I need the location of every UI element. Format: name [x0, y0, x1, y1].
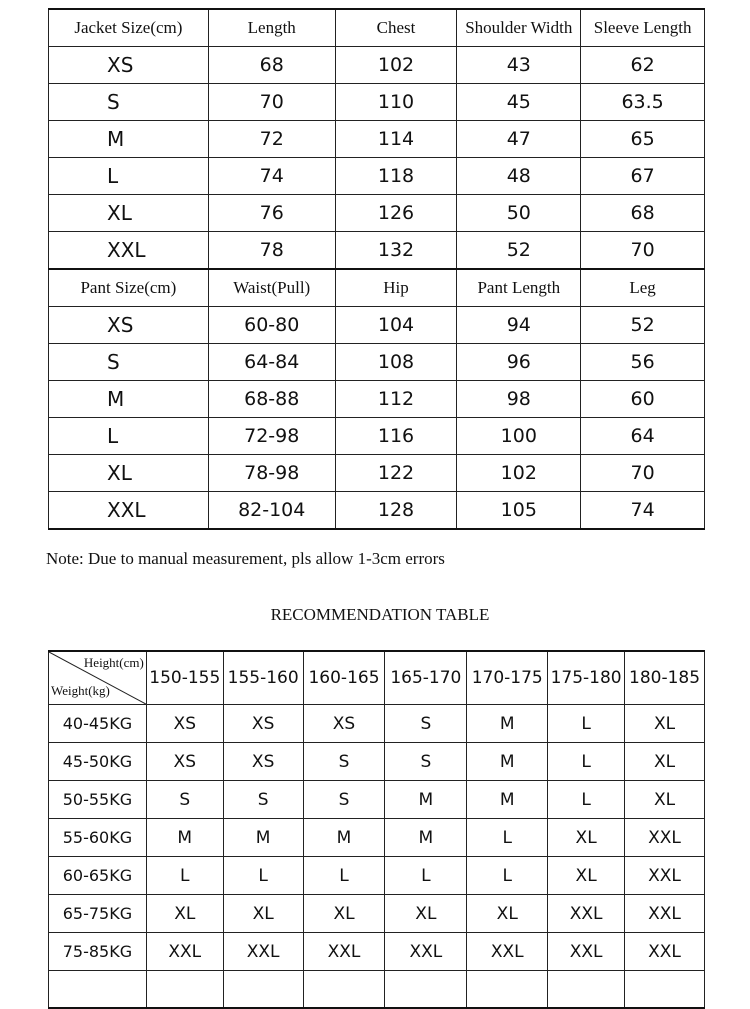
pant-header-cell: Hip	[335, 269, 457, 307]
jacket-row	[49, 158, 705, 195]
jacket-value-cell: 67	[581, 158, 705, 195]
recommended-size-cell: XL	[467, 895, 548, 933]
jacket-size-cell: M	[49, 121, 209, 158]
height-range-header: 180-185	[625, 651, 705, 705]
pant-value-cell: 74	[581, 492, 705, 530]
jacket-value-cell: 47	[457, 121, 581, 158]
jacket-value-cell: 68	[581, 195, 705, 232]
pant-size-cell: XL	[49, 455, 209, 492]
recommendation-table	[48, 650, 705, 1009]
pant-header-cell: Waist(Pull)	[208, 269, 335, 307]
pant-value-cell: 94	[457, 307, 581, 344]
recommended-size-cell: XL	[303, 895, 385, 933]
jacket-header-cell: Sleeve Length	[581, 9, 705, 47]
empty-cell	[146, 971, 223, 1009]
pant-row	[49, 492, 705, 530]
recommended-size-cell: XL	[223, 895, 303, 933]
pant-value-cell: 52	[581, 307, 705, 344]
recommended-size-cell: XXL	[625, 819, 705, 857]
weight-range-cell: 45-50KG	[49, 743, 147, 781]
pant-value-cell: 112	[335, 381, 457, 418]
recommended-size-cell: M	[467, 705, 548, 743]
recommendation-row	[49, 933, 705, 971]
pant-header-cell: Pant Size(cm)	[49, 269, 209, 307]
recommended-size-cell: XS	[303, 705, 385, 743]
jacket-size-cell: XL	[49, 195, 209, 232]
jacket-row	[49, 121, 705, 158]
pant-row	[49, 344, 705, 381]
weight-range-cell: 40-45KG	[49, 705, 147, 743]
recommended-size-cell: L	[303, 857, 385, 895]
recommended-size-cell: XS	[223, 705, 303, 743]
pant-row	[49, 418, 705, 455]
recommended-size-cell: XS	[146, 743, 223, 781]
jacket-value-cell: 50	[457, 195, 581, 232]
recommended-size-cell: M	[223, 819, 303, 857]
jacket-value-cell: 78	[208, 232, 335, 270]
recommended-size-cell: L	[548, 781, 625, 819]
jacket-value-cell: 76	[208, 195, 335, 232]
recommended-size-cell: L	[467, 819, 548, 857]
jacket-value-cell: 118	[335, 158, 457, 195]
weight-range-cell: 65-75KG	[49, 895, 147, 933]
recommended-size-cell: XS	[223, 743, 303, 781]
jacket-header-cell: Jacket Size(cm)	[49, 9, 209, 47]
empty-cell	[467, 971, 548, 1009]
height-range-header: 170-175	[467, 651, 548, 705]
recommended-size-cell: S	[303, 781, 385, 819]
empty-row	[49, 971, 705, 1009]
recommended-size-cell: L	[146, 857, 223, 895]
recommendation-row	[49, 895, 705, 933]
recommended-size-cell: L	[223, 857, 303, 895]
pant-size-cell: S	[49, 344, 209, 381]
recommended-size-cell: M	[467, 743, 548, 781]
recommended-size-cell: S	[223, 781, 303, 819]
jacket-value-cell: 70	[581, 232, 705, 270]
corner-height-label: Height(cm)	[83, 655, 144, 670]
jacket-header-row	[49, 9, 705, 47]
height-range-header: 160-165	[303, 651, 385, 705]
weight-range-cell: 60-65KG	[49, 857, 147, 895]
height-range-header: 155-160	[223, 651, 303, 705]
recommended-size-cell: XXL	[625, 895, 705, 933]
pant-row	[49, 307, 705, 344]
recommended-size-cell: XXL	[385, 933, 467, 971]
empty-cell	[303, 971, 385, 1009]
measurement-note: Note: Due to manual measurement, pls allow 1-3cm errors	[46, 549, 445, 568]
pant-value-cell: 104	[335, 307, 457, 344]
recommended-size-cell: S	[303, 743, 385, 781]
recommendation-row	[49, 857, 705, 895]
jacket-value-cell: 126	[335, 195, 457, 232]
pant-row	[49, 455, 705, 492]
jacket-row	[49, 195, 705, 232]
weight-range-cell: 55-60KG	[49, 819, 147, 857]
empty-cell	[223, 971, 303, 1009]
recommended-size-cell: XXL	[146, 933, 223, 971]
recommended-size-cell: M	[385, 819, 467, 857]
corner-weight-label: Weight(kg)	[51, 683, 110, 698]
recommendation-title: RECOMMENDATION TABLE	[270, 605, 490, 624]
recommended-size-cell: XXL	[467, 933, 548, 971]
recommended-size-cell: XL	[146, 895, 223, 933]
jacket-value-cell: 102	[335, 47, 457, 84]
jacket-value-cell: 68	[208, 47, 335, 84]
pant-value-cell: 60	[581, 381, 705, 418]
recommended-size-cell: S	[385, 705, 467, 743]
pant-value-cell: 68-88	[208, 381, 335, 418]
jacket-value-cell: 72	[208, 121, 335, 158]
height-range-header: 175-180	[548, 651, 625, 705]
size-chart-table	[48, 8, 705, 530]
pant-value-cell: 102	[457, 455, 581, 492]
pant-header-cell: Leg	[581, 269, 705, 307]
jacket-value-cell: 62	[581, 47, 705, 84]
jacket-size-cell: XS	[49, 47, 209, 84]
pant-value-cell: 56	[581, 344, 705, 381]
pant-value-cell: 96	[457, 344, 581, 381]
weight-range-cell: 75-85KG	[49, 933, 147, 971]
recommended-size-cell: XXL	[548, 895, 625, 933]
jacket-value-cell: 52	[457, 232, 581, 270]
pant-header-row	[49, 269, 705, 307]
height-range-header: 165-170	[385, 651, 467, 705]
pant-value-cell: 78-98	[208, 455, 335, 492]
recommended-size-cell: XL	[385, 895, 467, 933]
recommended-size-cell: M	[303, 819, 385, 857]
recommended-size-cell: XXL	[223, 933, 303, 971]
recommended-size-cell: L	[467, 857, 548, 895]
empty-cell	[548, 971, 625, 1009]
recommended-size-cell: XL	[548, 857, 625, 895]
jacket-value-cell: 114	[335, 121, 457, 158]
pant-value-cell: 70	[581, 455, 705, 492]
recommended-size-cell: L	[548, 743, 625, 781]
jacket-value-cell: 70	[208, 84, 335, 121]
recommended-size-cell: XS	[146, 705, 223, 743]
recommendation-header-row	[49, 651, 705, 705]
jacket-value-cell: 110	[335, 84, 457, 121]
size-chart-body	[49, 9, 705, 529]
jacket-value-cell: 48	[457, 158, 581, 195]
pant-row	[49, 381, 705, 418]
recommended-size-cell: M	[467, 781, 548, 819]
jacket-size-cell: XXL	[49, 232, 209, 270]
jacket-value-cell: 74	[208, 158, 335, 195]
recommended-size-cell: S	[385, 743, 467, 781]
height-weight-corner-cell	[49, 651, 147, 705]
pant-value-cell: 72-98	[208, 418, 335, 455]
jacket-size-cell: L	[49, 158, 209, 195]
recommended-size-cell: L	[385, 857, 467, 895]
recommended-size-cell: XXL	[625, 857, 705, 895]
pant-value-cell: 64-84	[208, 344, 335, 381]
pant-value-cell: 128	[335, 492, 457, 530]
pant-value-cell: 98	[457, 381, 581, 418]
recommended-size-cell: S	[146, 781, 223, 819]
pant-value-cell: 105	[457, 492, 581, 530]
recommendation-row	[49, 819, 705, 857]
empty-cell	[385, 971, 467, 1009]
pant-size-cell: M	[49, 381, 209, 418]
jacket-value-cell: 43	[457, 47, 581, 84]
pant-value-cell: 116	[335, 418, 457, 455]
pant-size-cell: L	[49, 418, 209, 455]
jacket-value-cell: 63.5	[581, 84, 705, 121]
recommended-size-cell: XXL	[303, 933, 385, 971]
pant-value-cell: 82-104	[208, 492, 335, 530]
pant-value-cell: 64	[581, 418, 705, 455]
recommended-size-cell: XL	[625, 781, 705, 819]
pant-size-cell: XS	[49, 307, 209, 344]
recommended-size-cell: XXL	[625, 933, 705, 971]
recommended-size-cell: L	[548, 705, 625, 743]
jacket-value-cell: 45	[457, 84, 581, 121]
recommended-size-cell: XL	[548, 819, 625, 857]
recommendation-row	[49, 781, 705, 819]
recommendation-body	[49, 651, 705, 1008]
pant-value-cell: 122	[335, 455, 457, 492]
jacket-size-cell: S	[49, 84, 209, 121]
empty-cell	[49, 971, 147, 1009]
pant-value-cell: 60-80	[208, 307, 335, 344]
recommended-size-cell: M	[385, 781, 467, 819]
jacket-header-cell: Shoulder Width	[457, 9, 581, 47]
height-range-header: 150-155	[146, 651, 223, 705]
jacket-row	[49, 47, 705, 84]
jacket-header-cell: Chest	[335, 9, 457, 47]
jacket-value-cell: 65	[581, 121, 705, 158]
recommendation-row	[49, 743, 705, 781]
recommended-size-cell: M	[146, 819, 223, 857]
pant-value-cell: 100	[457, 418, 581, 455]
pant-header-cell: Pant Length	[457, 269, 581, 307]
recommendation-row	[49, 705, 705, 743]
weight-range-cell: 50-55KG	[49, 781, 147, 819]
empty-cell	[625, 971, 705, 1009]
recommended-size-cell: XL	[625, 705, 705, 743]
pant-size-cell: XXL	[49, 492, 209, 530]
recommended-size-cell: XL	[625, 743, 705, 781]
jacket-row	[49, 232, 705, 270]
recommended-size-cell: XXL	[548, 933, 625, 971]
jacket-header-cell: Length	[208, 9, 335, 47]
jacket-row	[49, 84, 705, 121]
pant-value-cell: 108	[335, 344, 457, 381]
jacket-value-cell: 132	[335, 232, 457, 270]
